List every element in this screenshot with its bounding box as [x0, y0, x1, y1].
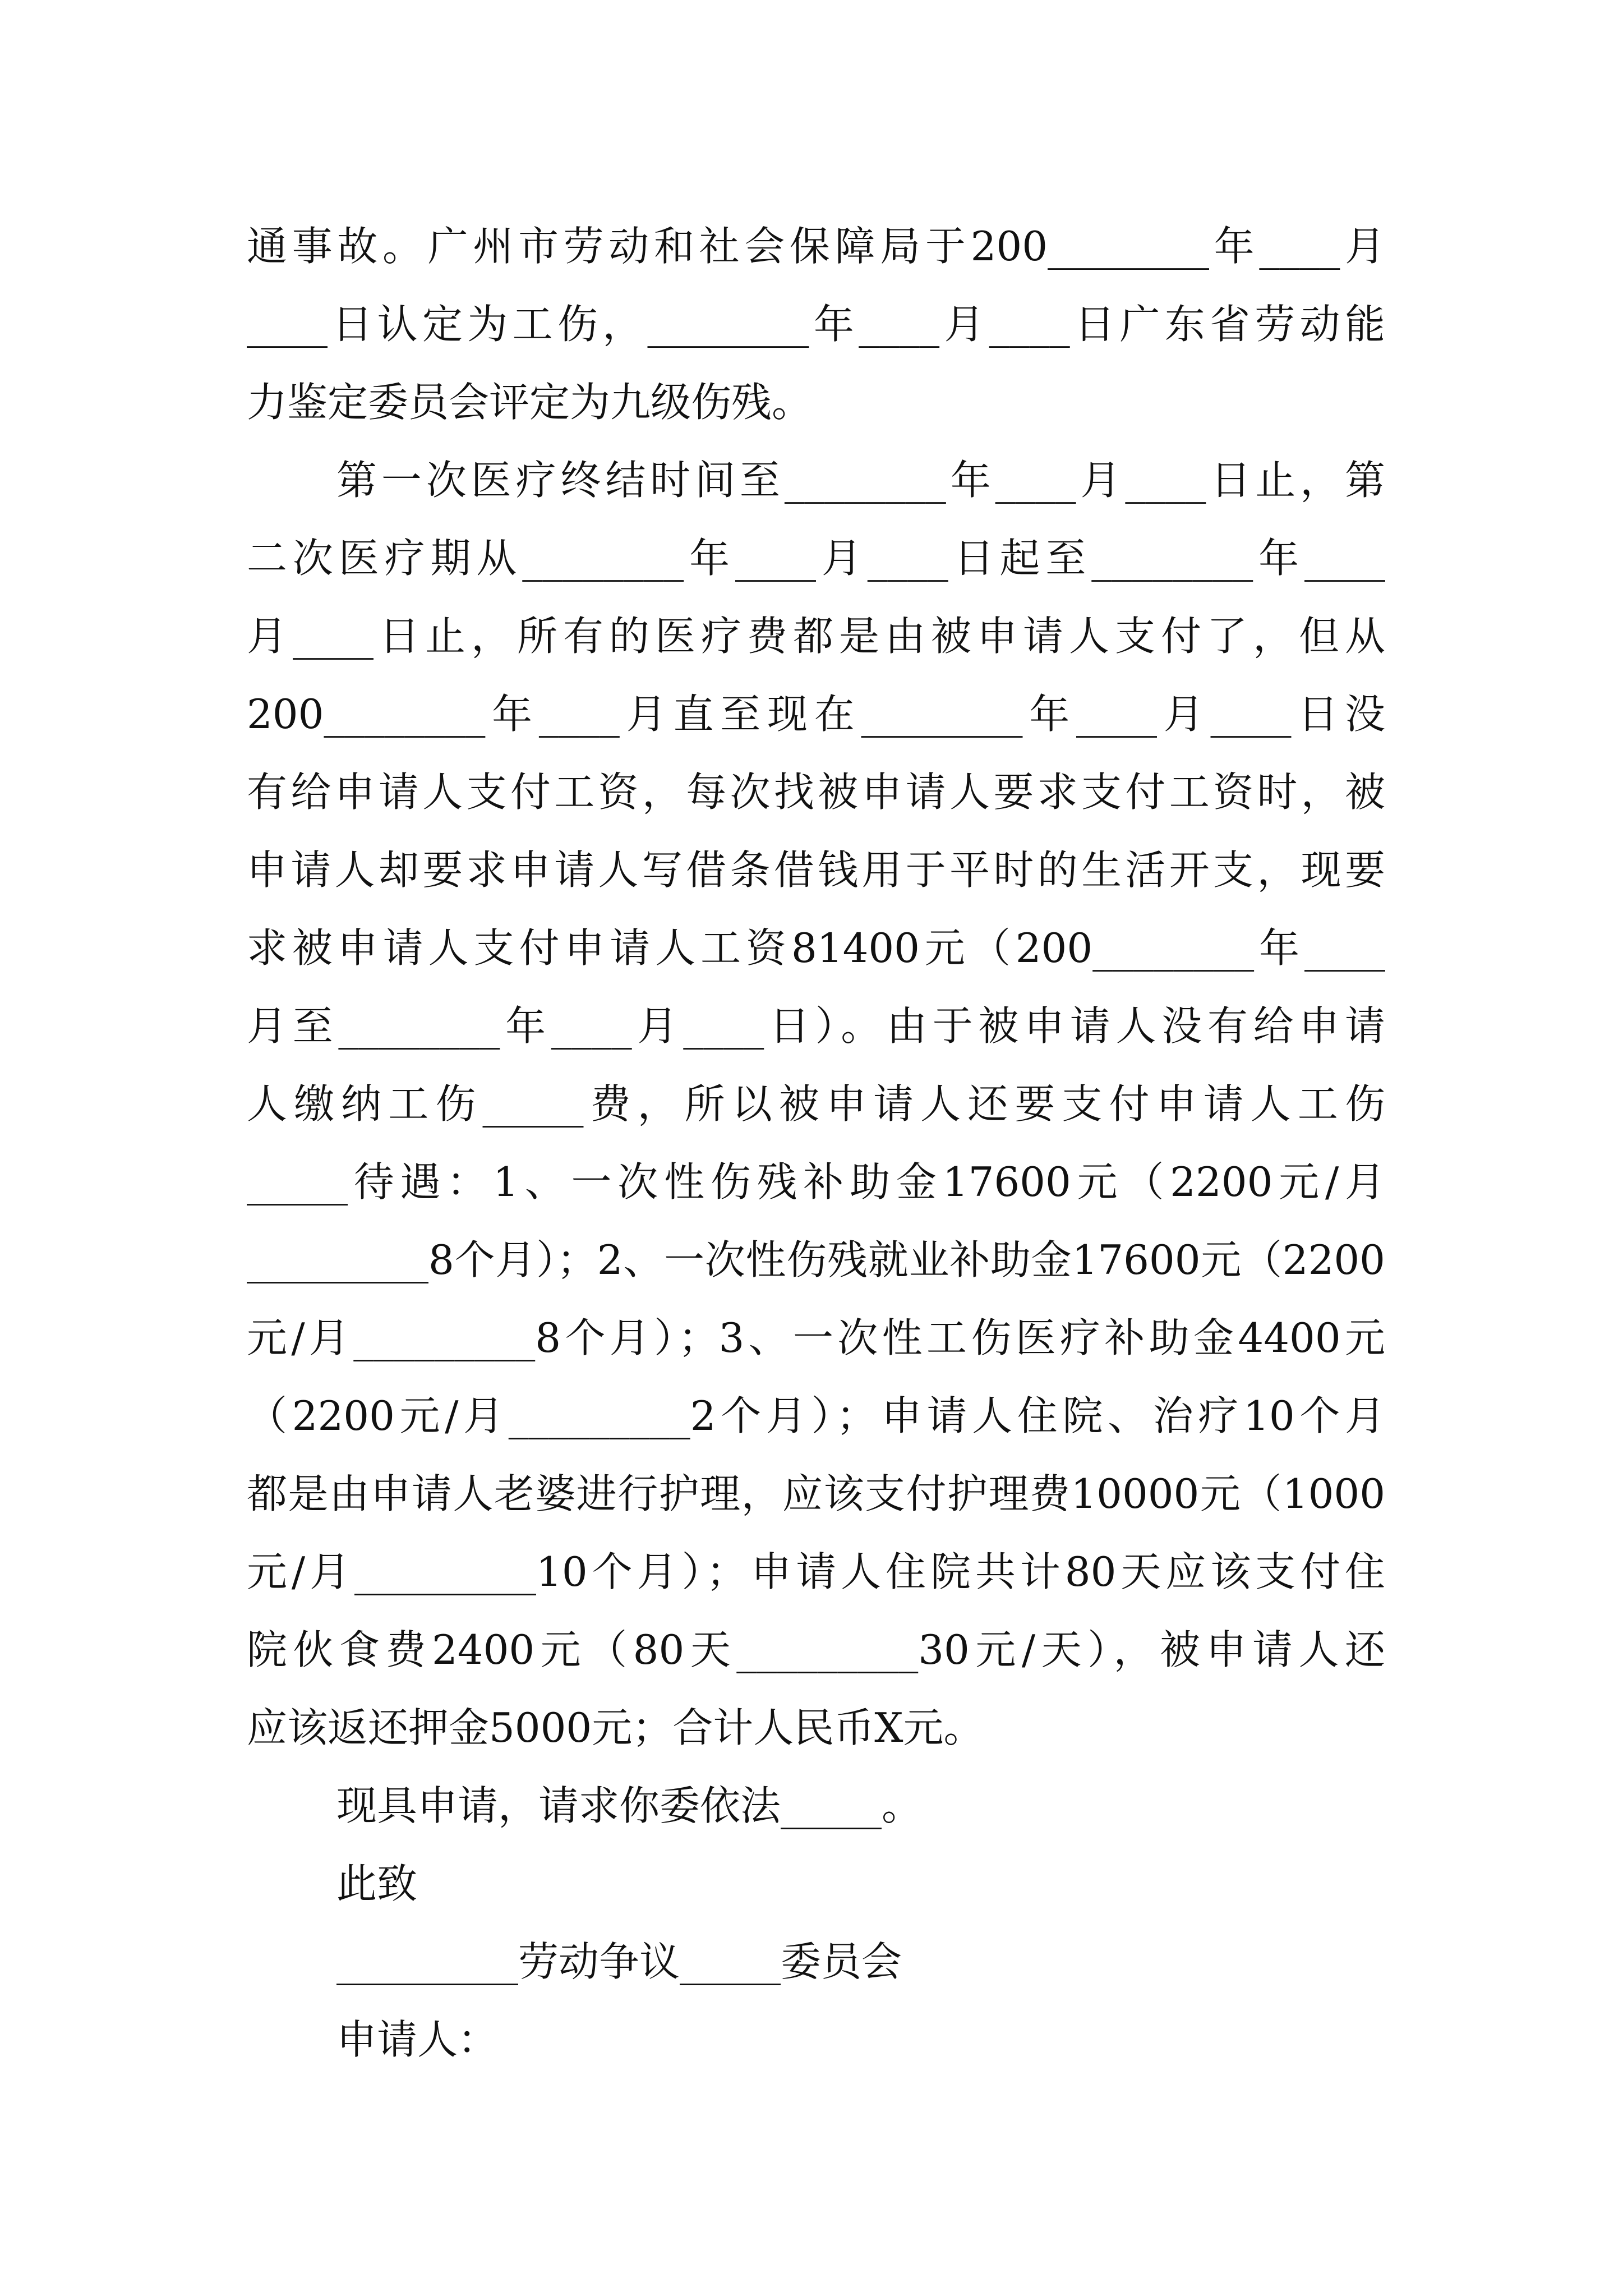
text-line: 元/月_________10个月）；申请人住院共计80天应该支付住: [247, 1548, 1385, 1595]
text-line: 申请人却要求申请人写借条借钱用于平时的生活开支，现要: [247, 846, 1385, 894]
text-line: 应该返还押金5000元；合计人民币X元。: [247, 1704, 984, 1751]
text-line: 有给申请人支付工资，每次找被申请人要求支付工资时，被: [247, 769, 1385, 816]
text-line: 200________年____月直至现在________年____月____日没: [247, 691, 1385, 738]
text-line: 力鉴定委员会评定为九级伤残。: [247, 379, 813, 426]
text-line: ____日认定为工伤，________年____月____日广东省劳动能: [247, 301, 1385, 348]
salutation: 此致: [336, 1860, 418, 1907]
text-line: 求被申请人支付申请人工资81400元（200________年____: [247, 924, 1385, 972]
request-line: 现具申请，请求你委依法_____。: [336, 1782, 923, 1829]
text-line: 院伙食费2400元（80天_________30元/天），被申请人还: [247, 1626, 1385, 1673]
text-line: 人缴纳工伤_____费，所以被申请人还要支付申请人工伤: [247, 1080, 1385, 1128]
applicant-signature-label: 申请人：: [336, 2016, 499, 2063]
text-line: 都是由申请人老婆进行护理，应该支付护理费10000元（1000: [247, 1470, 1385, 1517]
text-line: _________8个月）；2、一次性伤残就业补助金17600元（2200: [247, 1236, 1385, 1283]
text-line: 元/月_________8个月）；3、一次性工伤医疗补助金4400元: [247, 1314, 1385, 1361]
text-line: 月至________年____月____日）。由于被申请人没有给申请: [247, 1002, 1385, 1050]
document-body: [247, 208, 1385, 2079]
recipient-committee: _________劳动争议_____委员会: [336, 1938, 902, 1985]
text-line: 月____日止，所有的医疗费都是由被申请人支付了，但从: [247, 613, 1385, 660]
text-line: _____待遇：1、一次性伤残补助金17600元（2200元/月: [247, 1158, 1385, 1205]
text-line: 通事故。广州市劳动和社会保障局于200________年____月: [247, 223, 1385, 270]
text-line: 第一次医疗终结时间至________年____月____日止，第: [336, 457, 1385, 504]
text-line: （2200元/月_________2个月）；申请人住院、治疗10个月: [247, 1392, 1385, 1439]
text-line: 二次医疗期从________年____月____日起至________年____: [247, 535, 1385, 582]
